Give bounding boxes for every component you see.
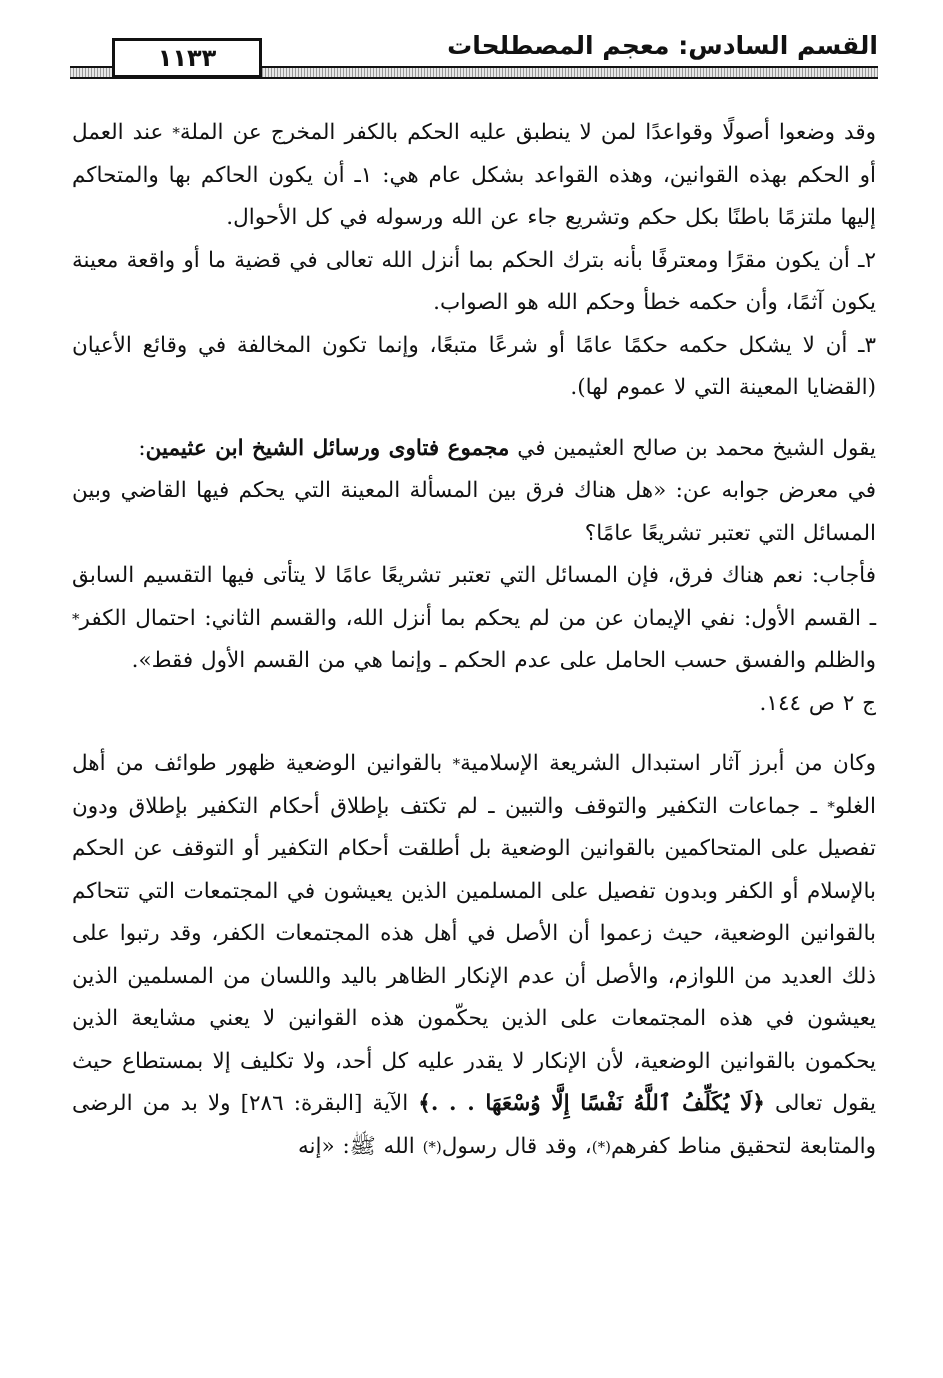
section-title: القسم السادس: معجم المصطلحات <box>447 31 878 60</box>
text-segment: الله ﷺ: «إنه <box>298 1133 423 1159</box>
term-marker: * <box>172 124 180 142</box>
text-segment: ٣ـ أن لا يشكل حكمه حكمًا عامًا أو شرعًا متبعًا، وإنما تكون المخالفة في وقائع الأعيان (القضايا المعينة التي لا عموم لها). <box>72 332 876 400</box>
book-title: مجموع فتاوى ورسائل الشيخ ابن عثيمين <box>145 435 510 461</box>
page-body <box>72 112 876 1168</box>
paragraph-p3 <box>72 325 876 410</box>
term-marker: * <box>827 797 835 816</box>
text-segment: والظلم والفسق حسب الحامل على عدم الحكم ـ وإنما هي من القسم الأول فقط». <box>131 648 876 673</box>
quran-verse: ﴿لَا يُكَلِّفُ ٱللَّهُ نَفْسًا إِلَّا وُسْعَهَا . . .﴾ <box>418 1091 765 1116</box>
paragraph-p5 <box>72 470 876 555</box>
text-segment: ٢ـ أن يكون مقرًا ومعترفًا بأنه بترك الحكم بما أنزل الله تعالى في قضية ما أو واقعة معينة يكون آثمًا، وأن حكمه خطأ وحكم الله هو الصواب. <box>72 247 876 315</box>
text-segment: ـ جماعات التكفير والتوقف والتبين ـ لم تكتف بإطلاق أحكام التكفير بإطلاق ودون تفصيل على المتحاكمين بالقوانين الوضعية بل أطلقت أحكام التكفير أو التوقف عن الحكم بالإسلام أو الكفر وبدون تفصيل على المسلمين الذين يعيشون في المجتمعات التي تتحاكم بالقوانين الوضعية، حيث زعموا أن الأصل في أهل هذه المجتمعات الكفر، وقد رتبوا على ذلك العديد من اللوازم، والأصل أن عدم الإنكار الظاهر باليد واللسان من المسلمين الذين يعيشون في هذه المجتمعات على الذين يحكّمون هذه القوانين لا يعني مشايعة الذين يحكمون بالقوانين الوضعية، لأن الإنكار لا يقدر عليه كل أحد، ولا تكليف إلا بمستطاع حيث يقول تعالى <box>72 793 877 1116</box>
text-segment: : <box>138 435 146 461</box>
paragraph-p8 <box>72 743 876 1168</box>
term-marker: * <box>72 609 80 628</box>
text-segment: ، وقد قال رسول <box>441 1133 592 1159</box>
page-header <box>70 28 878 80</box>
text-segment: عند العمل أو الحكم بهذه القوانين، وهذه القواعد بشكل عام هي: ١ـ أن يكون الحاكم بها والمتحاكم إليها ملتزمًا باطنًا بكل حكم وتشريع جاء عن الله ورسوله في كل الأحوال. <box>72 120 876 230</box>
text-segment: فأجاب: نعم هناك فرق، فإن المسائل التي تعتبر تشريعًا عامًا لا يتأتى فيها التقسيم السابق ـ القسم الأول: نفي الإيمان عن من لم يحكم بما أنزل الله، والقسم الثاني: احتمال الكفر <box>72 563 876 631</box>
term-marker: (*) <box>422 1137 442 1156</box>
text-segment: الآية [البقرة: ٢٨٦] ولا بد من الرضى والمتابعة لتحقيق مناط كفرهم <box>72 1091 876 1159</box>
paragraph-gap <box>72 410 876 428</box>
text-segment: ج ٢ ص ١٤٤. <box>759 690 876 716</box>
paragraph-p6 <box>72 555 876 683</box>
text-segment: وقد وضعوا أصولًا وقواعدًا لمن لا ينطبق عليه الحكم بالكفر المخرج عن الملة <box>179 120 876 145</box>
paragraph-gap <box>72 725 876 743</box>
text-segment: وكان من أبرز آثار استبدال الشريعة الإسلامية <box>460 751 876 776</box>
paragraph-p4 <box>72 428 876 471</box>
paragraph-p7 <box>72 683 876 726</box>
term-marker: * <box>452 755 461 773</box>
text-segment: يقول الشيخ محمد بن صالح العثيمين في <box>509 435 876 461</box>
page-number: ١١٣٣ <box>112 38 262 78</box>
text-segment: في معرض جوابه عن: «هل هناك فرق بين المسألة المعينة التي يحكم فيها القاضي وبين المسائل التي تعتبر تشريعًا عامًا؟ <box>72 478 876 546</box>
term-marker: (*) <box>591 1137 611 1156</box>
paragraph-p1 <box>72 112 876 240</box>
paragraph-p2 <box>72 240 876 325</box>
text-segment: بالقوانين الوضعية ظهور طوائف من أهل الغلو <box>72 751 876 819</box>
